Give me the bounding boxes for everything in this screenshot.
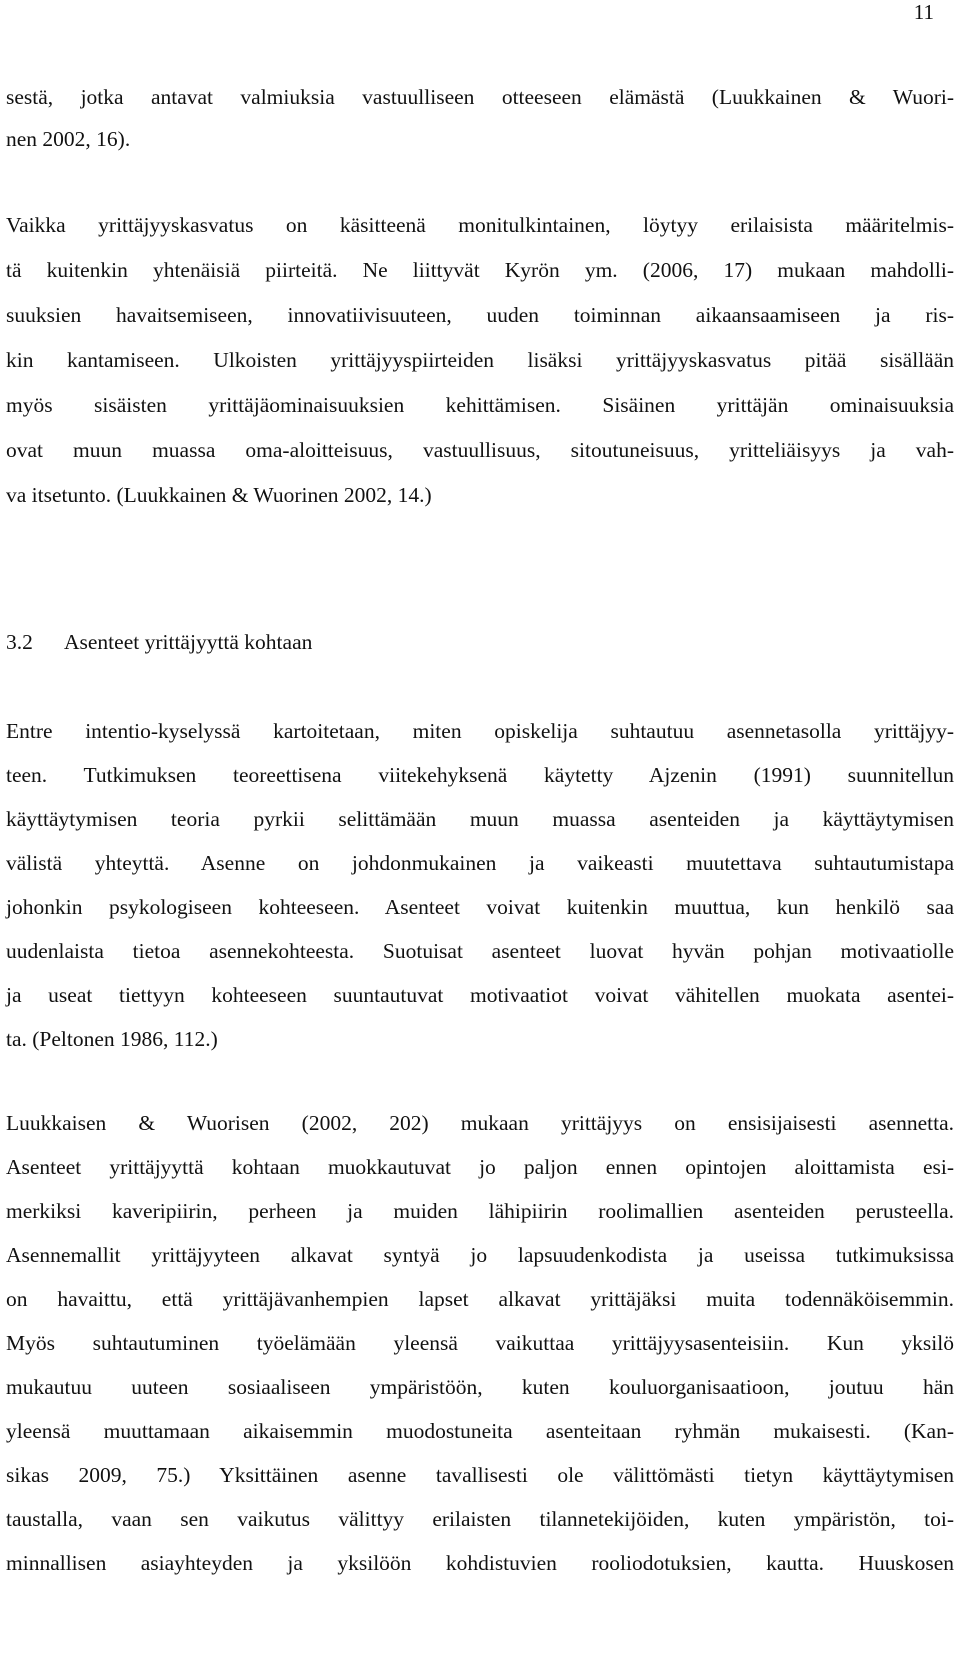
page-number: 11	[913, 0, 934, 24]
text-line: minnallisen asiayhteyden ja yksilöön kohdistuvien rooliodotuksien, kautta. Huuskosen	[6, 1551, 954, 1575]
text-line: uudenlaista tietoa asennekohteesta. Suotuisat asenteet luovat hyvän pohjan motivaatiolle	[6, 939, 954, 963]
section-heading	[6, 630, 312, 655]
text-line: on havaittu, että yrittäjävanhempien lapset alkavat yrittäjäksi muita todennäköisemmin.	[6, 1287, 954, 1311]
text-line: Myös suhtautuminen työelämään yleensä vaikuttaa yrittäjyysasenteisiin. Kun yksilö	[6, 1331, 954, 1355]
text-line: taustalla, vaan sen vaikutus välittyy erilaisten tilannetekijöiden, kuten ympäristön, toi-	[6, 1507, 954, 1531]
text-line: käyttäytymisen teoria pyrkii selittämään muun muassa asenteiden ja käyttäytymisen	[6, 807, 954, 831]
text-line: suuksien havaitsemiseen, innovatiivisuuteen, uuden toiminnan aikaansaamiseen ja ris-	[6, 303, 954, 327]
text-line: nen 2002, 16).	[6, 127, 131, 151]
text-line: Asennemallit yrittäjyyteen alkavat syntyä jo lapsuudenkodista ja useissa tutkimuksissa	[6, 1243, 954, 1267]
text-line: tä kuitenkin yhtenäisiä piirteitä. Ne liittyvät Kyrön ym. (2006, 17) mukaan mahdolli-	[6, 258, 954, 282]
text-line: ovat muun muassa oma-aloitteisuus, vastuullisuus, sitoutuneisuus, yritteliäisyys ja vah-	[6, 438, 954, 462]
text-line: johonkin psykologiseen kohteeseen. Asenteet voivat kuitenkin muuttua, kun henkilö saa	[6, 895, 954, 919]
section-title: Asenteet yrittäjyyttä kohtaan	[64, 630, 313, 654]
text-line: teen. Tutkimuksen teoreettisena viitekehyksenä käytetty Ajzenin (1991) suunnitellun	[6, 763, 954, 787]
text-line: mukautuu uuteen sosiaaliseen ympäristöön, kuten kouluorganisaatioon, joutuu hän	[6, 1375, 954, 1399]
text-line: Luukkaisen & Wuorisen (2002, 202) mukaan yrittäjyys on ensisijaisesti asennetta.	[6, 1111, 954, 1135]
text-line: sestä, jotka antavat valmiuksia vastuulliseen otteeseen elämästä (Luukkainen & Wuori-	[6, 85, 954, 109]
text-line: kin kantamiseen. Ulkoisten yrittäjyyspiirteiden lisäksi yrittäjyyskasvatus pitää sisällään	[6, 348, 954, 372]
text-line: sikas 2009, 75.) Yksittäinen asenne tavallisesti ole välittömästi tietyn käyttäytymisen	[6, 1463, 954, 1487]
text-line: yleensä muuttamaan aikaisemmin muodostuneita asenteitaan ryhmän mukaisesti. (Kan-	[6, 1419, 954, 1443]
text-line: Entre intentio-kyselyssä kartoitetaan, miten opiskelija suhtautuu asennetasolla yrittäjyy-	[6, 719, 954, 743]
section-number: 3.2	[6, 630, 33, 654]
text-line: Vaikka yrittäjyyskasvatus on käsitteenä monitulkintainen, löytyy erilaisista määritelmis-	[6, 213, 954, 237]
text-line: merkiksi kaveripiirin, perheen ja muiden lähipiirin roolimallien asenteiden perusteella.	[6, 1199, 954, 1223]
text-line: välistä yhteyttä. Asenne on johdonmukainen ja vaikeasti muutettava suhtautumistapa	[6, 851, 954, 875]
text-line: va itsetunto. (Luukkainen & Wuorinen 2002, 14.)	[6, 483, 432, 507]
text-line: ja useat tiettyyn kohteeseen suuntautuvat motivaatiot voivat vähitellen muokata asentei-	[6, 983, 954, 1007]
text-line: myös sisäisten yrittäjäominaisuuksien kehittämisen. Sisäinen yrittäjän ominaisuuksia	[6, 393, 954, 417]
text-line: Asenteet yrittäjyyttä kohtaan muokkautuvat jo paljon ennen opintojen aloittamista esi-	[6, 1155, 954, 1179]
text-line: ta. (Peltonen 1986, 112.)	[6, 1027, 218, 1051]
